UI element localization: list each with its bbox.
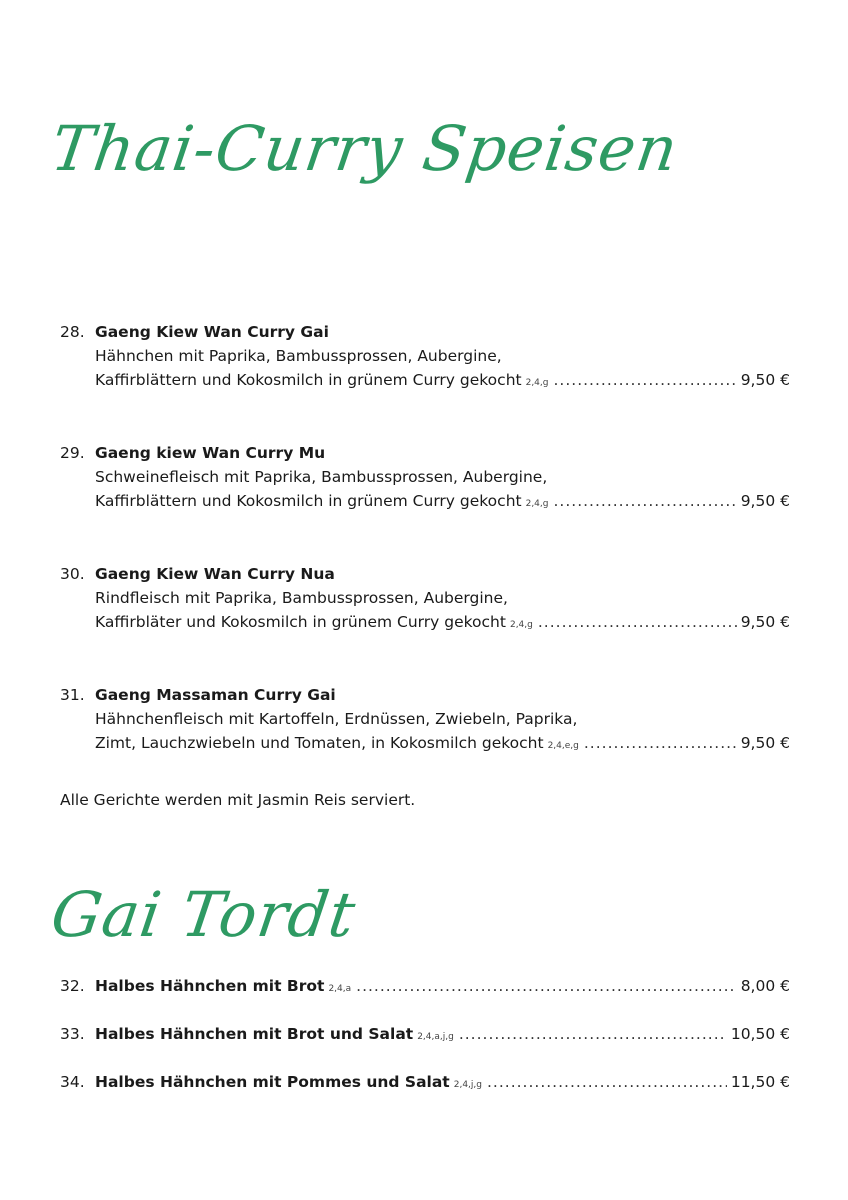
item-price: 11,50 €	[730, 1073, 790, 1091]
dot-leader	[584, 731, 737, 755]
item-name: Gaeng Kiew Wan Curry Gai	[95, 323, 329, 341]
item-price: 9,50 €	[740, 734, 790, 752]
item-description-line2: Kaffirbläter und Kokosmilch in grünem Curry gekocht	[95, 613, 506, 631]
dot-leader	[553, 368, 736, 392]
section-title-thai-curry: Thai-Curry Speisen	[46, 112, 683, 185]
menu-item-33: 33. Halbes Hähnchen mit Brot und Salat 2,4,a,j,g ..... 10,50 €	[60, 1022, 790, 1046]
item-number: 32.	[60, 977, 85, 995]
item-number: 34.	[60, 1073, 85, 1091]
item-description-line2: Kaffirblättern und Kokosmilch in grünem Curry gekocht	[95, 371, 522, 389]
menu-item-28	[60, 320, 790, 392]
menu-item-30	[60, 562, 790, 634]
item-name: Halbes Hähnchen mit Brot und Salat	[95, 1025, 414, 1043]
item-number: 31.	[60, 686, 85, 704]
item-number: 30.	[60, 565, 85, 583]
dot-leader	[459, 1022, 727, 1046]
menu-item-34: 34. Halbes Hähnchen mit Pommes und Salat 2,4,j,g ..... 11,50 €	[60, 1070, 790, 1094]
item-price: 9,50 €	[740, 492, 790, 510]
menu-item-29	[60, 441, 790, 513]
section-title-gai-tordt: Gai Tordt	[46, 878, 361, 951]
item-name: Halbes Hähnchen mit Brot	[95, 977, 325, 995]
dot-leader	[538, 610, 737, 634]
item-price-line: Kaffirblättern und Kokosmilch in grünem Curry gekocht 2,4,g ..... 9,50 €	[60, 489, 790, 513]
dot-leader	[553, 489, 736, 513]
item-description-line1: Hähnchen mit Paprika, Bambussprossen, Aubergine,	[95, 347, 502, 365]
item-description-line2: Zimt, Lauchzwiebeln und Tomaten, in Kokosmilch gekocht	[95, 734, 544, 752]
item-number: 29.	[60, 444, 85, 462]
item-name: Gaeng kiew Wan Curry Mu	[95, 444, 326, 462]
rice-note: Alle Gerichte werden mit Jasmin Reis serviert.	[60, 791, 416, 809]
dot-leader	[356, 974, 737, 998]
item-name: Gaeng Kiew Wan Curry Nua	[95, 565, 335, 583]
item-description-line1: Schweinefleisch mit Paprika, Bambussprossen, Aubergine,	[95, 468, 548, 486]
item-number: 28.	[60, 323, 85, 341]
menu-item-32: 32. Halbes Hähnchen mit Brot 2,4,a ..... 8,00 €	[60, 974, 790, 998]
item-description-line1: Rindfleisch mit Paprika, Bambussprossen, Aubergine,	[95, 589, 508, 607]
item-price-line: Kaffirblättern und Kokosmilch in grünem Curry gekocht 2,4,g ..... 9,50 €	[60, 368, 790, 392]
item-price-line: Zimt, Lauchzwiebeln und Tomaten, in Kokosmilch gekocht 2,4,e,g ..... 9,50 €	[60, 731, 790, 755]
item-name: Gaeng Massaman Curry Gai	[95, 686, 336, 704]
item-price-line: Kaffirbläter und Kokosmilch in grünem Curry gekocht 2,4,g ..... 9,50 €	[60, 610, 790, 634]
item-price: 9,50 €	[740, 613, 790, 631]
item-number: 33.	[60, 1025, 85, 1043]
item-description-line2: Kaffirblättern und Kokosmilch in grünem Curry gekocht	[95, 492, 522, 510]
item-description-line1: Hähnchenfleisch mit Kartoffeln, Erdnüssen, Zwiebeln, Paprika,	[95, 710, 578, 728]
item-price: 10,50 €	[730, 1025, 790, 1043]
dot-leader	[487, 1070, 727, 1094]
item-name: Halbes Hähnchen mit Pommes und Salat	[95, 1073, 450, 1091]
menu-item-31	[60, 683, 790, 755]
item-price: 8,00 €	[740, 977, 790, 995]
item-price: 9,50 €	[740, 371, 790, 389]
